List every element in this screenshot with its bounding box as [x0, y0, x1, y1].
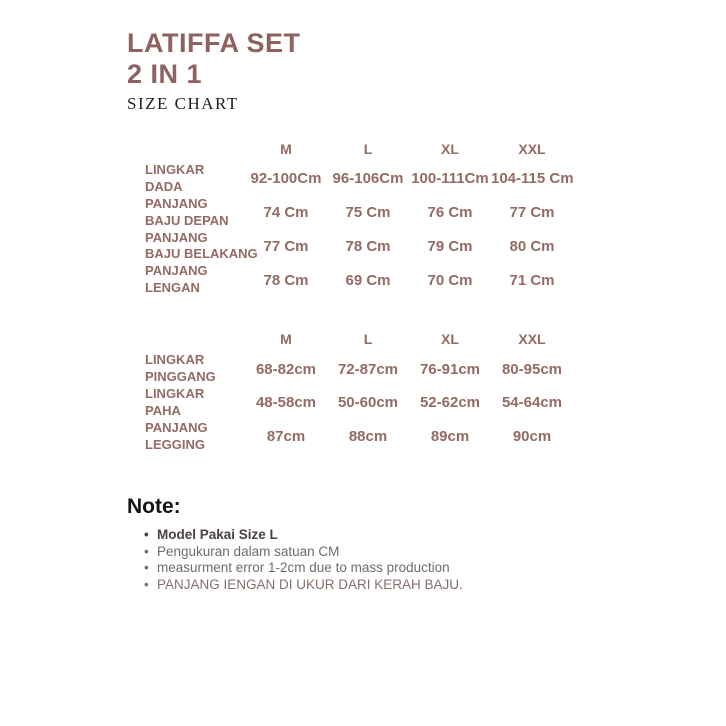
size-cell: 68-82cm	[255, 360, 317, 378]
column-header-xl: XL	[441, 331, 459, 348]
column-header-m: M	[280, 331, 292, 348]
size-cell: 75 Cm	[345, 204, 391, 222]
size-cell: 89cm	[430, 428, 470, 446]
size-cell: 71 Cm	[509, 271, 555, 289]
note-item: • measurment error 1-2cm due to mass production	[144, 560, 726, 577]
column-header-l: L	[363, 331, 373, 348]
row-label: LINGKAR PINGGANG	[145, 352, 216, 385]
page-title-line1: LATIFFA SET	[127, 28, 301, 58]
size-cell: 76 Cm	[427, 204, 473, 222]
table-row-lingkar-dada	[145, 162, 726, 196]
size-table-top-header	[145, 136, 726, 162]
table-row-panjang-lengan	[145, 263, 726, 297]
note-section	[127, 495, 726, 593]
size-cell: 80 Cm	[509, 237, 555, 255]
size-cell: 77 Cm	[509, 204, 555, 222]
table-row-panjang-baju-belakang	[145, 230, 726, 264]
size-table-bottom	[127, 326, 726, 453]
size-cell: 87cm	[266, 428, 306, 446]
size-cell: 54-64cm	[501, 394, 563, 412]
size-cell: 74 Cm	[263, 204, 309, 222]
size-cell: 69 Cm	[345, 271, 391, 289]
size-cell: 48-58cm	[255, 394, 317, 412]
size-cell: 52-62cm	[419, 394, 481, 412]
page-subtitle: SIZE CHART	[127, 94, 239, 113]
size-cell: 100-111Cm	[411, 170, 489, 188]
size-cell: 72-87cm	[337, 360, 399, 378]
page-header	[127, 28, 726, 114]
size-cell: 90cm	[512, 428, 552, 446]
size-cell: 50-60cm	[337, 394, 399, 412]
size-cell: 96-106Cm	[332, 170, 404, 188]
size-cell: 78 Cm	[345, 237, 391, 255]
size-cell: 80-95cm	[501, 360, 563, 378]
table-row-panjang-legging	[145, 420, 726, 454]
row-label: PANJANG LENGAN	[145, 263, 208, 296]
size-cell: 92-100Cm	[250, 170, 322, 188]
note-list	[144, 527, 726, 593]
table-row-panjang-baju-depan	[145, 196, 726, 230]
size-cell: 104-115 Cm	[491, 170, 574, 188]
note-item: • Model Pakai Size L	[144, 527, 726, 544]
size-cell: 70 Cm	[427, 271, 473, 289]
column-header-xxl: XXL	[518, 331, 546, 348]
row-label: LINGKAR PAHA	[145, 385, 205, 418]
column-header-xl: XL	[441, 141, 459, 157]
row-label: LINGKAR DADA	[145, 162, 205, 194]
size-cell: 77 Cm	[263, 237, 309, 255]
column-header-l: L	[363, 141, 373, 157]
note-item: • PANJANG IENGAN DI UKUR DARI KERAH BAJU.	[144, 577, 726, 594]
row-label: PANJANG BAJU BELAKANG	[145, 229, 258, 262]
size-table-bottom-header	[145, 326, 726, 352]
size-cell: 76-91cm	[419, 360, 481, 378]
row-label: PANJANG BAJU DEPAN	[145, 195, 229, 228]
page-title-line2: 2 IN 1	[127, 58, 203, 89]
note-heading: Note:	[127, 495, 181, 519]
size-cell: 88cm	[348, 428, 388, 446]
column-header-xxl: XXL	[518, 141, 546, 157]
note-item: • Pengukuran dalam satuan CM	[144, 544, 726, 561]
row-label: PANJANG LEGGING	[145, 419, 208, 452]
page-title	[127, 28, 726, 89]
size-cell: 79 Cm	[427, 237, 473, 255]
size-table-top	[127, 136, 726, 297]
size-cell: 78 Cm	[263, 271, 309, 289]
table-row-lingkar-paha	[145, 386, 726, 420]
column-header-m: M	[280, 141, 292, 157]
table-row-lingkar-pinggang	[145, 352, 726, 386]
